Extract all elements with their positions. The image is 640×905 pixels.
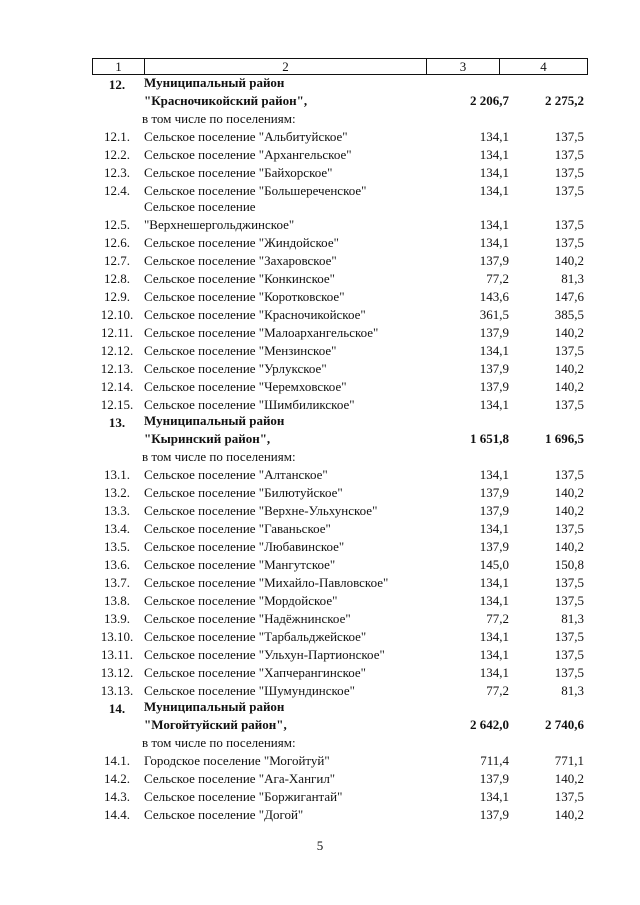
value-col-4: 137,5	[554, 217, 584, 232]
value-col-4: 2 275,2	[545, 93, 584, 108]
value-col-3: 134,1	[479, 147, 509, 162]
row-number: 13.11.	[100, 647, 134, 662]
row-number: 12.11.	[100, 325, 134, 340]
row-name: Сельское поселение "Гаваньское"	[144, 521, 331, 536]
row-name-line1: Сельское поселение	[144, 199, 256, 214]
value-col-4: 1 696,5	[545, 431, 584, 446]
row-name: Сельское поселение "Альбитуйское"	[144, 129, 348, 144]
value-col-3: 137,9	[479, 485, 509, 500]
row-name	[142, 698, 426, 734]
value-col-4: 137,5	[554, 467, 584, 482]
row-number: 14.4.	[104, 807, 130, 822]
table-row	[92, 466, 588, 484]
row-name: Сельское поселение "Боржигантай"	[144, 789, 343, 804]
row-name: Сельское поселение "Коротковское"	[144, 289, 345, 304]
page-number: 5	[316, 838, 324, 853]
row-number: 13.2.	[104, 485, 130, 500]
header-col-2: 2	[145, 59, 427, 74]
table-row	[92, 234, 588, 252]
value-col-4: 137,5	[554, 789, 584, 804]
value-col-4: 137,5	[554, 183, 584, 198]
value-col-3: 134,1	[479, 343, 509, 358]
value-col-3: 137,9	[479, 361, 509, 376]
value-col-4: 150,8	[554, 557, 584, 572]
row-name: Сельское поселение "Жиндойское"	[144, 235, 339, 250]
row-number: 12.9.	[104, 289, 130, 304]
table-row	[92, 574, 588, 592]
value-col-4: 771,1	[554, 753, 584, 768]
row-name: Сельское поселение "Надёжнинское"	[144, 611, 351, 626]
row-number: 13.6.	[104, 557, 130, 572]
value-col-3: 137,9	[479, 807, 509, 822]
subheading-row	[92, 448, 588, 466]
subheading-row	[92, 734, 588, 752]
row-name-line2: "Верхнешергольджинское"	[144, 217, 295, 232]
table-row	[92, 288, 588, 306]
row-number: 13.7.	[104, 575, 130, 590]
table-row	[92, 164, 588, 182]
value-col-4: 137,5	[554, 129, 584, 144]
value-col-3: 137,9	[479, 503, 509, 518]
row-number: 13.	[108, 415, 126, 430]
row-name	[142, 74, 426, 110]
row-number: 12.7.	[104, 253, 130, 268]
row-name: Сельское поселение "Черемховское"	[144, 379, 347, 394]
value-col-3: 134,1	[479, 235, 509, 250]
value-col-4: 140,2	[554, 253, 584, 268]
row-name-line2: "Красночикойский район",	[144, 93, 308, 108]
row-name: Сельское поселение "Догой"	[144, 807, 304, 822]
row-name: Сельское поселение "Байхорское"	[144, 165, 333, 180]
row-name: Сельское поселение "Михайло-Павловское"	[144, 575, 389, 590]
table-row	[92, 252, 588, 270]
value-col-4: 137,5	[554, 665, 584, 680]
table-row	[92, 664, 588, 682]
row-number: 13.10.	[100, 629, 134, 644]
row-name: Сельское поселение "Алтанское"	[144, 467, 328, 482]
table-row	[92, 484, 588, 502]
table-header-row	[92, 58, 588, 75]
value-col-3: 134,1	[479, 397, 509, 412]
value-col-3: 137,9	[479, 539, 509, 554]
row-name: Сельское поселение "Красночикойское"	[144, 307, 366, 322]
row-name: Сельское поселение "Ага-Хангил"	[144, 771, 336, 786]
value-col-3: 77,2	[486, 611, 509, 626]
subheading-text: в том числе по поселениям:	[142, 111, 296, 126]
row-number: 12.13.	[100, 361, 134, 376]
value-col-3: 134,1	[479, 593, 509, 608]
header-col-3: 3	[427, 59, 500, 74]
table-body	[92, 76, 588, 824]
value-col-4: 137,5	[554, 343, 584, 358]
row-name-line1: Муниципальный район	[144, 699, 285, 714]
row-number: 12.4.	[104, 183, 130, 198]
row-name: Сельское поселение "Тарбальджейское"	[144, 629, 367, 644]
value-col-3: 137,9	[479, 771, 509, 786]
table-row	[92, 770, 588, 788]
value-col-4: 140,2	[554, 539, 584, 554]
header-col-1: 1	[93, 59, 145, 74]
value-col-4: 137,5	[554, 397, 584, 412]
value-col-3: 145,0	[479, 557, 509, 572]
table-row	[92, 646, 588, 664]
row-name: Сельское поселение "Любавинское"	[144, 539, 345, 554]
row-name: Сельское поселение "Урлукское"	[144, 361, 327, 376]
row-number: 13.3.	[104, 503, 130, 518]
district-row	[92, 414, 588, 448]
value-col-3: 134,1	[479, 665, 509, 680]
value-col-3: 134,1	[479, 789, 509, 804]
row-number: 13.9.	[104, 611, 130, 626]
row-name: Сельское поселение "Шумундинское"	[144, 683, 355, 698]
row-number: 12.15.	[100, 397, 134, 412]
row-number: 13.5.	[104, 539, 130, 554]
row-name-line2: "Кыринский район",	[144, 431, 271, 446]
value-col-3: 134,1	[479, 129, 509, 144]
district-row	[92, 700, 588, 734]
value-col-3: 134,1	[479, 217, 509, 232]
row-name: Сельское поселение "Архангельское"	[144, 147, 352, 162]
table-row	[92, 538, 588, 556]
table-row	[92, 628, 588, 646]
value-col-3: 134,1	[479, 521, 509, 536]
row-number: 12.6.	[104, 235, 130, 250]
value-col-3: 137,9	[479, 253, 509, 268]
row-name: Сельское поселение "Верхне-Ульхунское"	[144, 503, 378, 518]
row-number: 13.1.	[104, 467, 130, 482]
row-number: 14.1.	[104, 753, 130, 768]
value-col-4: 147,6	[554, 289, 584, 304]
value-col-4: 140,2	[554, 807, 584, 822]
row-number: 13.4.	[104, 521, 130, 536]
value-col-4: 137,5	[554, 147, 584, 162]
table-row	[92, 610, 588, 628]
value-col-3: 2 206,7	[470, 93, 509, 108]
value-col-3: 1 651,8	[470, 431, 509, 446]
row-number: 12.1.	[104, 129, 130, 144]
row-number: 13.12.	[100, 665, 134, 680]
table-row	[92, 806, 588, 824]
value-col-4: 81,3	[561, 611, 584, 626]
row-name-line1: Муниципальный район	[144, 413, 285, 428]
row-number: 13.13.	[100, 683, 134, 698]
table-row	[92, 520, 588, 538]
table-row	[92, 128, 588, 146]
row-name: Сельское поселение "Мордойское"	[144, 593, 338, 608]
value-col-3: 134,1	[479, 575, 509, 590]
table-row	[92, 324, 588, 342]
value-col-4: 140,2	[554, 361, 584, 376]
table-row	[92, 378, 588, 396]
value-col-4: 137,5	[554, 521, 584, 536]
value-col-3: 2 642,0	[470, 717, 509, 732]
table-row	[92, 556, 588, 574]
value-col-4: 137,5	[554, 647, 584, 662]
value-col-4: 137,5	[554, 575, 584, 590]
value-col-3: 134,1	[479, 629, 509, 644]
district-row	[92, 76, 588, 110]
table-row	[92, 752, 588, 770]
table-row	[92, 306, 588, 324]
table-row	[92, 788, 588, 806]
value-col-3: 361,5	[479, 307, 509, 322]
value-col-3: 134,1	[479, 183, 509, 198]
row-name: Сельское поселение "Ульхун-Партионское"	[144, 647, 385, 662]
value-col-4: 137,5	[554, 593, 584, 608]
row-name: Сельское поселение "Захаровское"	[144, 253, 337, 268]
table-row	[92, 360, 588, 378]
header-col-4: 4	[540, 59, 547, 74]
value-col-4: 140,2	[554, 771, 584, 786]
row-name: Сельское поселение "Большереченское"	[144, 183, 367, 198]
value-col-3: 134,1	[479, 165, 509, 180]
row-number: 12.	[108, 77, 126, 92]
row-number: 12.2.	[104, 147, 130, 162]
row-number: 12.8.	[104, 271, 130, 286]
row-number: 12.10.	[100, 307, 134, 322]
row-name: Сельское поселение "Хапчерангинское"	[144, 665, 366, 680]
row-name	[142, 198, 426, 234]
row-number: 12.3.	[104, 165, 130, 180]
row-number: 14.3.	[104, 789, 130, 804]
table-row	[92, 200, 588, 234]
row-number: 14.	[108, 701, 126, 716]
subheading-row	[92, 110, 588, 128]
value-col-3: 77,2	[486, 683, 509, 698]
value-col-3: 137,9	[479, 379, 509, 394]
row-name-line2: "Могойтуйский район",	[144, 717, 287, 732]
row-number: 12.5.	[104, 217, 130, 232]
value-col-3: 134,1	[479, 647, 509, 662]
value-col-3: 711,4	[480, 753, 509, 768]
value-col-4: 137,5	[554, 629, 584, 644]
row-name: Сельское поселение "Шимбиликское"	[144, 397, 355, 412]
table-row	[92, 502, 588, 520]
value-col-4: 137,5	[554, 235, 584, 250]
value-col-4: 137,5	[554, 165, 584, 180]
row-number: 14.2.	[104, 771, 130, 786]
value-col-3: 134,1	[479, 467, 509, 482]
table-row	[92, 592, 588, 610]
row-name: Сельское поселение "Мангутское"	[144, 557, 336, 572]
row-number: 12.12.	[100, 343, 134, 358]
subheading-text: в том числе по поселениям:	[142, 735, 296, 750]
row-name: Сельское поселение "Конкинское"	[144, 271, 335, 286]
value-col-4: 140,2	[554, 503, 584, 518]
row-number: 13.8.	[104, 593, 130, 608]
row-name: Сельское поселение "Билютуйское"	[144, 485, 343, 500]
value-col-4: 140,2	[554, 379, 584, 394]
table-row	[92, 146, 588, 164]
value-col-4: 2 740,6	[545, 717, 584, 732]
row-name: Городское поселение "Могойтуй"	[144, 753, 330, 768]
value-col-3: 77,2	[486, 271, 509, 286]
subheading-text: в том числе по поселениям:	[142, 449, 296, 464]
value-col-4: 140,2	[554, 325, 584, 340]
value-col-4: 140,2	[554, 485, 584, 500]
row-name	[142, 412, 426, 448]
value-col-4: 81,3	[561, 683, 584, 698]
value-col-3: 137,9	[479, 325, 509, 340]
value-col-4: 81,3	[561, 271, 584, 286]
value-col-4: 385,5	[554, 307, 584, 322]
table-row	[92, 342, 588, 360]
row-name-line1: Муниципальный район	[144, 75, 285, 90]
table-row	[92, 270, 588, 288]
row-number: 12.14.	[100, 379, 134, 394]
value-col-3: 143,6	[479, 289, 509, 304]
row-name: Сельское поселение "Малоархангельское"	[144, 325, 379, 340]
row-name: Сельское поселение "Мензинское"	[144, 343, 337, 358]
